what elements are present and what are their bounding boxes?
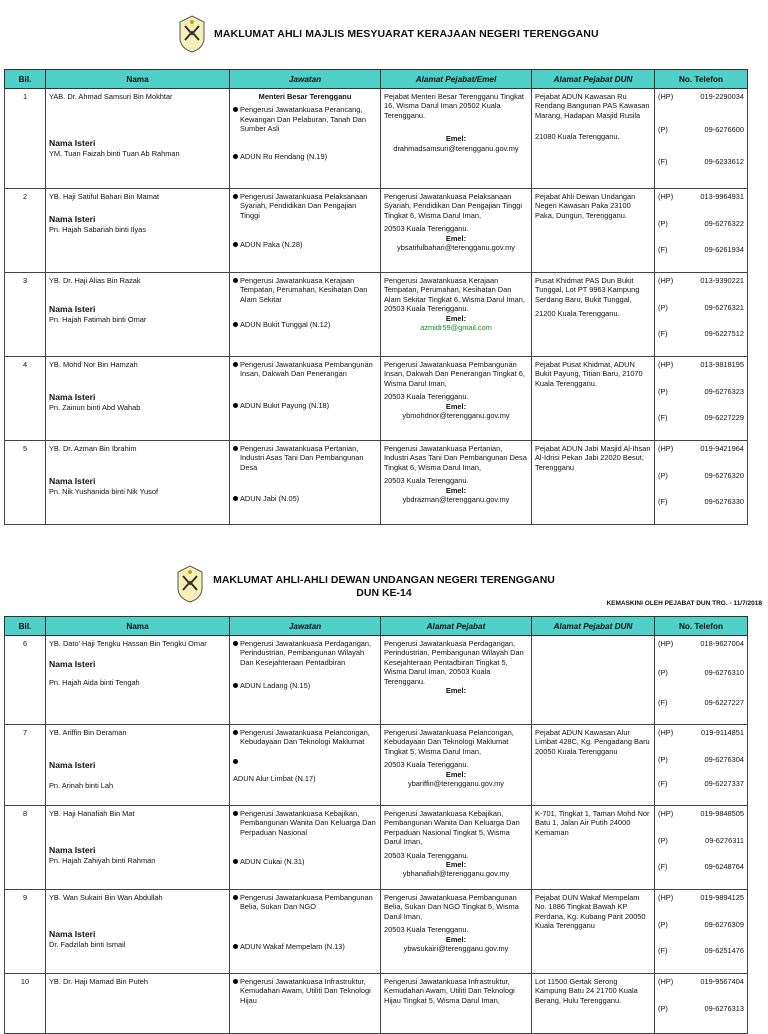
bullet-icon (233, 194, 238, 199)
adun-seat: ADUN Paka (N.28) (240, 240, 303, 250)
adun-seat: ADUN Alur Limbat (N.17) (233, 774, 316, 784)
col-nama: Nama (46, 70, 230, 89)
row-alamat (381, 806, 532, 890)
phone-fax[interactable]: 09-6227229 (704, 412, 744, 422)
row-nama (46, 725, 230, 806)
phone-label: (F) (658, 156, 668, 166)
row-alamat-dun (532, 636, 655, 725)
wife-label: Nama Isteri (49, 760, 96, 771)
position: Pengerusi Jawatankuasa Infrastruktur, Kemudahan Awam, Utiliti Dan Teknologi Hijau (240, 977, 371, 1005)
bullet-icon (233, 107, 238, 112)
row-nama (46, 357, 230, 441)
email-label: Emel: (445, 485, 467, 495)
row-nama (46, 806, 230, 890)
row-nama (46, 189, 230, 273)
phone-label: (P) (658, 1004, 668, 1014)
wife-name: Pn. Nik Yushanida binti Nik Yusof (49, 486, 159, 496)
col-nama: Nama (46, 617, 230, 636)
bullet-icon (233, 154, 238, 159)
phone-fax[interactable]: 09-6227512 (704, 328, 744, 338)
position-head: Menteri Besar Terengganu (258, 92, 352, 101)
dun-address: Pusat Khidmat PAS Dun Bukit Tunggal, Lot PT 9963 Kampung Serdang Baru, Bukit Tunggal, (535, 276, 640, 304)
phone-hp[interactable]: 013-9964931 (700, 192, 744, 201)
email-label: Emel: (445, 401, 467, 411)
position: Pengerusi Jawatankuasa Pembangunan Belia, Sukan Dan NGO (240, 893, 373, 912)
row-nama (46, 89, 230, 189)
email-label: Emel: (445, 134, 467, 144)
position: Pengerusi Jawatankuasa Perancang, Kewangan Dan Pelaburan, Tanah Dan Sumber Asli (240, 105, 367, 134)
section2-subtitle: DUN KE-14 (356, 587, 412, 599)
terengganu-crest-icon (176, 14, 208, 54)
row-bil: 7 (5, 725, 46, 806)
email-link[interactable]: ybwsukairi@terengganu.gov.my (403, 944, 509, 954)
member-name: YB. Dr. Azman Bin Ibrahim (49, 444, 137, 453)
phone-fax[interactable]: 09-6233612 (704, 156, 744, 166)
row-nama (46, 441, 230, 525)
office-address: Pengerusi Jawatankuasa Pertanian, Industri Asas Tani Dan Pembangunan Desa Tingkat 6, Wisma Darul Iman, (384, 444, 527, 472)
row-alamat: Pengerusi Jawatankuasa Infrastruktur, Kemudahan Awam, Utiliti Dan Teknologi Hijau Tingkat 5, Wisma Darul Iman, (381, 974, 532, 1034)
table-row (5, 89, 748, 189)
phone-fax[interactable]: 09-6251476 (704, 945, 744, 955)
wife-label: Nama Isteri (49, 392, 96, 403)
bullet-icon (233, 641, 238, 646)
phone-office[interactable]: 09-6276322 (704, 219, 744, 229)
bullet-icon (233, 895, 238, 900)
bullet-icon (233, 730, 238, 735)
phone-label: (F) (658, 496, 668, 506)
col-alamat: Alamat Pejabat (381, 617, 532, 636)
position: Pengerusi Jawatankuasa Pelaksanaan Syariah, Pendidikan Dan Pengajian Tinggi (240, 192, 368, 220)
position: Pengerusi Jawatankuasa Pelancongan, Kebudayaan Dan Teknologi Maklumat (240, 728, 370, 747)
table-row (5, 725, 748, 806)
phone-fax[interactable]: 09-6276330 (704, 496, 744, 506)
position: Pengerusi Jawatankuasa Kebajikan, Pembangunan Wanita Dan Keluarga Dan Perpaduan Nasional (240, 809, 376, 837)
table-row (5, 441, 748, 525)
row-jawatan (230, 974, 381, 1034)
phone-hp[interactable]: 019-9848505 (700, 809, 744, 818)
wife-label: Nama Isteri (49, 929, 96, 940)
phone-label: (HP) (658, 360, 674, 369)
office-address-city: 20503 Kuala Terengganu. (384, 760, 469, 770)
office-address: Pengerusi Jawatankuasa Perdagangan, Perindustrian, Pembangunan Wilayah Dan Kesejahteraan Pentadbiran Tingkat 5, Wisma Darul Iman, 20503 Kuala Terengganu. (384, 639, 524, 686)
bullet-icon (233, 496, 238, 501)
bullet-icon (233, 979, 238, 984)
phone-label: (F) (658, 244, 668, 254)
row-telefon (655, 806, 748, 890)
row-bil: 10 (5, 974, 46, 1034)
dun-address: Pejabat ADUN Kawasan Ru Rendang Bangunan PAS Kawasan Marang, Hadapan Masjid Rusila (535, 92, 650, 120)
row-telefon (655, 890, 748, 974)
phone-hp[interactable]: 019-9114851 (700, 728, 744, 737)
phone-label: (HP) (658, 444, 674, 453)
bullet-icon (233, 362, 238, 367)
row-telefon (655, 357, 748, 441)
phone-label: (HP) (658, 92, 674, 101)
phone-fax[interactable]: 09-6248764 (704, 861, 744, 871)
row-nama (46, 890, 230, 974)
table-header-row (5, 70, 748, 89)
position: Pengerusi Jawatankuasa Pembangunan Insan, Dakwah Dan Penerangan (240, 360, 373, 379)
phone-hp[interactable]: 019-9567404 (700, 977, 744, 986)
phone-label: (HP) (658, 276, 674, 285)
table-row (5, 273, 748, 357)
row-alamat-dun: Pejabat DUN Wakaf Mempelam No. 1886 Tingkat Bawah KP Perdana, Kg. Kubang Parit 20050 Kuala Terengganu (532, 890, 655, 974)
office-address-city: 20503 Kuala Terengganu. (384, 392, 469, 402)
row-bil: 6 (5, 636, 46, 725)
col-alamat-dun: Alamat Pejabat DUN (532, 617, 655, 636)
office-address-city: 20503 Kuala Terengganu. (384, 476, 469, 486)
email-label: Emel: (445, 860, 467, 870)
adun-seat: ADUN Cukai (N.31) (240, 857, 305, 867)
phone-office[interactable]: 09-6276304 (704, 755, 744, 765)
row-alamat (381, 89, 532, 189)
phone-label: (HP) (658, 977, 674, 986)
phone-label: (F) (658, 697, 668, 707)
phone-label: (HP) (658, 728, 674, 737)
update-note: KEMASKINI OLEH PEJABAT DUN TRG. - 11/7/2018 (606, 600, 762, 607)
bullet-icon (233, 683, 238, 688)
row-jawatan (230, 890, 381, 974)
email-link[interactable]: ybmohdnor@terengganu.gov.my (402, 411, 510, 421)
row-alamat (381, 890, 532, 974)
row-alamat (381, 189, 532, 273)
wife-label: Nama Isteri (49, 659, 96, 670)
phone-label: (F) (658, 778, 668, 788)
email-link[interactable]: ybhanafiah@terengganu.gov.my (402, 869, 510, 879)
position: Pengerusi Jawatankuasa Pertanian, Industri Asas Tani Dan Pembangunan Desa (240, 444, 364, 472)
phone-office[interactable]: 09-6276600 (704, 125, 744, 135)
position: Pengerusi Jawatankuasa Kerajaan Tempatan, Perumahan, Kesihatan Dan Alam Sekitar (240, 276, 368, 304)
email-label: Emel: (445, 686, 467, 696)
row-telefon (655, 189, 748, 273)
row-jawatan (230, 636, 381, 725)
phone-hp[interactable]: 013-9818195 (700, 360, 744, 369)
wife-name: Pn. Hajah Zahiyah binti Rahman (49, 855, 156, 865)
table-row (5, 806, 748, 890)
email-label: Emel: (445, 233, 467, 243)
row-telefon (655, 636, 748, 725)
row-telefon (655, 441, 748, 525)
row-bil: 9 (5, 890, 46, 974)
phone-hp[interactable]: 019-2290034 (700, 92, 744, 101)
row-bil: 8 (5, 806, 46, 890)
row-alamat-dun (532, 273, 655, 357)
wife-label: Nama Isteri (49, 476, 96, 487)
col-telefon: No. Telefon (655, 70, 748, 89)
phone-label: (F) (658, 945, 668, 955)
wife-name: Dr. Fadzilah binti Ismail (49, 939, 126, 949)
row-telefon (655, 89, 748, 189)
phone-office[interactable]: 09-6276323 (704, 387, 744, 397)
phone-fax[interactable]: 09-6261934 (704, 244, 744, 254)
row-alamat (381, 441, 532, 525)
wife-name: Pn. Arinah binti Lah (49, 780, 114, 790)
member-name: YB. Haji Satiful Bahari Bin Mamat (49, 192, 160, 201)
phone-label: (HP) (658, 893, 674, 902)
table-row (5, 636, 748, 725)
col-alamat-dun: Alamat Pejabat DUN (532, 70, 655, 89)
row-alamat-dun (532, 89, 655, 189)
row-alamat (381, 273, 532, 357)
phone-label: (HP) (658, 639, 674, 648)
phone-label: (P) (658, 303, 668, 313)
bullet-icon (233, 242, 238, 247)
row-alamat (381, 357, 532, 441)
wife-name: Pn. Hajah Fatimah binti Omar (49, 314, 147, 324)
email-label: Emel: (445, 313, 467, 323)
adun-seat: ADUN Wakaf Mempelam (N.13) (240, 941, 345, 951)
phone-fax[interactable]: 09-6227227 (704, 697, 744, 707)
email-link[interactable]: ybsatifulbahari@terengganu.gov.my (397, 243, 515, 253)
section2-title: MAKLUMAT AHLI-AHLI DEWAN UNDANGAN NEGERI TERENGGANU (213, 574, 555, 586)
section1-title: MAKLUMAT AHLI MAJLIS MESYUARAT KERAJAAN NEGERI TERENGGANU (214, 28, 599, 40)
row-jawatan (230, 273, 381, 357)
email-link[interactable]: drahmadsamsuri@terengganu.gov.my (393, 143, 519, 153)
dun-address-city: 21200 Kuala Terengganu. (535, 309, 620, 319)
wife-label: Nama Isteri (49, 138, 96, 149)
phone-label: (HP) (658, 809, 674, 818)
row-bil: 1 (5, 89, 46, 189)
phone-label: (P) (658, 836, 668, 846)
phone-office[interactable]: 09-6276309 (704, 920, 744, 930)
table-row (5, 974, 748, 1034)
office-address-city: 20503 Kuala Terengganu. (384, 850, 469, 860)
email-link[interactable]: ybariffin@terengganu.gov.my (408, 779, 504, 789)
table-row (5, 890, 748, 974)
phone-fax[interactable]: 09-6227337 (704, 778, 744, 788)
wife-label: Nama Isteri (49, 214, 96, 225)
row-jawatan (230, 189, 381, 273)
phone-label: (P) (658, 668, 668, 678)
member-name: YAB. Dr. Ahmad Samsuri Bin Mokhtar (49, 92, 173, 101)
phone-label: (P) (658, 387, 668, 397)
phone-label: (P) (658, 920, 668, 930)
phone-hp[interactable]: 018-9627004 (700, 639, 744, 648)
col-bil: Bil. (5, 617, 46, 636)
adun-seat: ADUN Bukit Tunggal (N.12) (240, 320, 331, 330)
phone-label: (P) (658, 471, 668, 481)
phone-label: (HP) (658, 192, 674, 201)
bullet-icon (233, 759, 238, 764)
member-name: YB. Dr. Haji Mamad Bin Puteh (46, 974, 230, 1034)
email-label: Emel: (445, 769, 467, 779)
office-address-city: 20503 Kuala Terengganu. (384, 925, 469, 935)
phone-label: (P) (658, 125, 668, 135)
row-alamat-dun: Pejabat Pusat Khidmat, ADUN Bukit Payung, Titian Baru, 21070 Kuala Terengganu. (532, 357, 655, 441)
member-name: YB. Ariffin Bin Deraman (49, 728, 127, 737)
bullet-icon (233, 859, 238, 864)
office-address: Pengerusi Jawatankuasa Pembangunan Insan, Dakwah Dan Penerangan Tingkat 6, Wisma Darul Iman, (384, 360, 525, 388)
office-address: Pejabat Menteri Besar Terengganu Tingkat 16, Wisma Darul Iman 20502 Kuala Terengganu. (384, 92, 524, 120)
row-bil: 5 (5, 441, 46, 525)
phone-office[interactable]: 09-6276311 (705, 836, 744, 846)
row-nama (46, 636, 230, 725)
row-alamat-dun: Pejabat Ahli Dewan Undangan Negeri Kawasan Paka 23100 Paka, Dungun, Terengganu. (532, 189, 655, 273)
table-row (5, 189, 748, 273)
phone-label: (P) (658, 219, 668, 229)
adun-seat: ADUN Jabi (N.05) (240, 494, 300, 504)
phone-office[interactable]: 09-6276321 (704, 303, 744, 313)
office-address: Pengerusi Jawatankuasa Kebajikan, Pembangunan Wanita Dan Keluarga Dan Perpaduan Nasional Tingkat 5, Wisma Darul Iman, (384, 809, 520, 847)
bullet-icon (233, 322, 238, 327)
row-jawatan (230, 357, 381, 441)
row-jawatan (230, 806, 381, 890)
adun-seat: ADUN Ladang (N.15) (240, 681, 311, 691)
row-telefon (655, 725, 748, 806)
phone-label: (F) (658, 328, 668, 338)
row-telefon (655, 974, 748, 1034)
phone-hp[interactable]: 013-9390221 (700, 276, 744, 285)
wife-label: Nama Isteri (49, 304, 96, 315)
phone-hp[interactable]: 019-9421964 (700, 444, 744, 453)
dun-address-city: 21080 Kuala Terengganu. (535, 132, 620, 142)
phone-label: (F) (658, 861, 668, 871)
bullet-icon (233, 403, 238, 408)
office-address: Pengerusi Jawatankuasa Kerajaan Tempatan, Perumahan, Kesihatan Dan Alam Sekitar Tingkat 6, Wisma Darul Iman, 20503 Kuala Terengganu. (384, 276, 525, 314)
bullet-icon (233, 811, 238, 816)
office-address: Pengerusi Jawatankuasa Pelaksanaan Syariah, Pendidikan Dan Pengajian Tinggi Tingkat 6, Wisma Darul Iman, (384, 192, 523, 220)
row-jawatan (230, 89, 381, 189)
table-row (5, 357, 748, 441)
row-telefon (655, 273, 748, 357)
row-alamat (381, 725, 532, 806)
phone-label: (F) (658, 412, 668, 422)
adun-seat: ADUN Bukit Payung (N.18) (240, 400, 330, 410)
col-jawatan: Jawatan (230, 617, 381, 636)
row-alamat-dun: Pejabat ADUN Jabi Masjid Al-Ihsan Al-Idrisi Pekan Jabi 22020 Besut, Terengganu (532, 441, 655, 525)
row-nama (46, 273, 230, 357)
row-jawatan (230, 725, 381, 806)
office-address: Pengerusi Jawatankuasa Pelancongan, Kebudayaan Dan Teknologi Maklumat Tingkat 5, Wisma Darul Iman, (384, 728, 514, 756)
member-name: YB. Wan Sukairi Bin Wan Abdullah (49, 893, 163, 902)
row-jawatan (230, 441, 381, 525)
wife-name: Pn. Zainun binti Abd Wahab (49, 402, 141, 412)
phone-label: (P) (658, 755, 668, 765)
bullet-icon (233, 446, 238, 451)
member-name: YB. Dato' Haji Tengku Hassan Bin Tengku Omar (49, 639, 207, 648)
phone-office[interactable]: 09-6276320 (704, 471, 744, 481)
row-alamat-dun: Lot 11500 Gertak Serong Kampung Batu 24 21700 Kuala Berang, Hulu Terengganu. (532, 974, 655, 1034)
row-bil: 3 (5, 273, 46, 357)
col-telefon: No. Telefon (655, 617, 748, 636)
phone-office[interactable]: 09-6276313 (704, 1004, 744, 1014)
col-bil: Bil. (5, 70, 46, 89)
phone-hp[interactable]: 019-9894125 (700, 893, 744, 902)
position: Pengerusi Jawatankuasa Perdagangan, Perindustrian, Pembangunan Wilayah Dan Kesejahteraan Pentadbiran (240, 639, 372, 667)
email-label: Emel: (445, 934, 467, 944)
wife-name: Pn. Hajah Sabariah binti Ilyas (49, 224, 146, 234)
phone-office[interactable]: 09-6276310 (704, 668, 744, 678)
email-link[interactable]: ybdrazman@terengganu.gov.my (402, 495, 510, 505)
wife-label: Nama Isteri (49, 845, 96, 856)
table-header-row (5, 617, 748, 636)
office-address-city: 20503 Kuala Terengganu. (384, 224, 469, 234)
member-name: YB. Haji Hanafiah Bin Mat (49, 809, 135, 818)
dun-table (4, 616, 748, 1034)
row-alamat-dun: K-701, Tingkat 1, Taman Mohd Nor Batu 1, Jalan Air Putih 24000 Kemaman (532, 806, 655, 890)
office-address: Pengerusi Jawatankuasa Pembangunan Belia, Sukan Dan NGO Tingkat 5, Wisma Darul Iman, (384, 893, 519, 921)
email-link[interactable]: azmidr59@gmail.com (420, 323, 492, 333)
row-bil: 2 (5, 189, 46, 273)
row-alamat-dun: Pejabat ADUN Kawasan Alur Limbat 428C, Kg. Pengadang Baru 20050 Kuala Terengganu (532, 725, 655, 806)
wife-name: YM. Tuan Faizah binti Tuan Ab Rahman (49, 148, 180, 158)
row-bil: 4 (5, 357, 46, 441)
adun-seat: ADUN Ru Rendang (N.19) (240, 151, 328, 161)
col-alamat: Alamat Pejabat/Emel (381, 70, 532, 89)
exco-table (4, 69, 748, 525)
bullet-icon (233, 944, 238, 949)
bullet-icon (233, 278, 238, 283)
member-name: YB. Mohd Nor Bin Hamzah (49, 360, 138, 369)
row-alamat (381, 636, 532, 725)
wife-name: Pn. Hajah Aida binti Tengah (49, 677, 140, 687)
col-jawatan: Jawatan (230, 70, 381, 89)
member-name: YB. Dr. Haji Alias Bin Razak (49, 276, 141, 285)
